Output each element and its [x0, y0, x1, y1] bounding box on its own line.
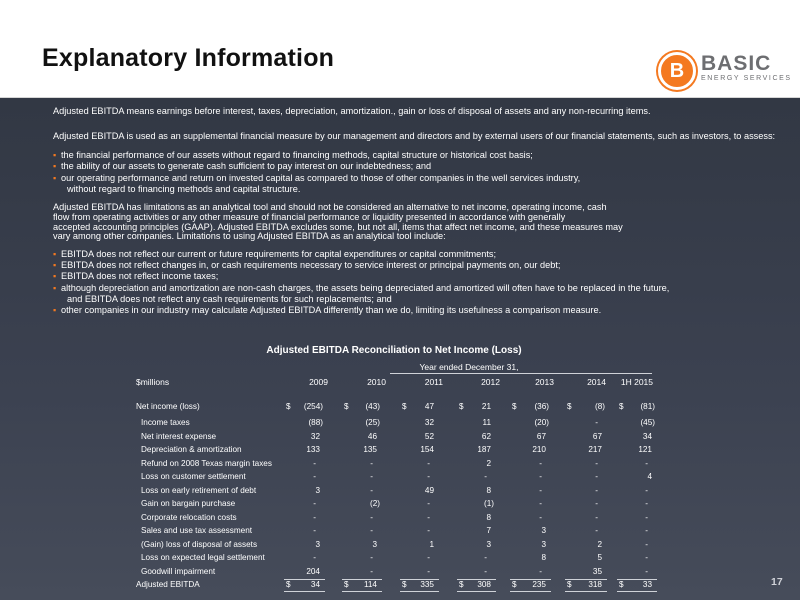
row-label: Corporate relocation costs [141, 512, 237, 522]
currency-symbol: $ [286, 402, 291, 411]
table-cell: 3 [541, 539, 546, 549]
table-cell: (1) [483, 499, 494, 508]
list-item-continuation: and EBITDA does not reflect any cash requirements for such replacements; and [67, 293, 392, 304]
currency-symbol: $ [567, 402, 572, 411]
table-cell: 3 [315, 485, 320, 495]
table-cell: (45) [640, 418, 655, 427]
table-cell: - [370, 553, 373, 562]
table-cell: 3 [541, 526, 546, 535]
column-header: 2010 [367, 377, 386, 387]
total-rule [284, 579, 325, 580]
table-cell: 34 [642, 431, 652, 441]
table-cell: - [427, 512, 430, 522]
table-row [134, 432, 654, 445]
row-label: Loss on expected legal settlement [141, 553, 265, 562]
currency-symbol: $ [402, 580, 407, 589]
table-cell: - [313, 458, 316, 468]
list-item: ▪ the ability of our assets to generate cash sufficient to pay interest on our indebtedness; and [53, 161, 432, 172]
table-cell: - [370, 512, 373, 522]
paragraph-usage: Adjusted EBITDA is used as an supplemental financial measure by our management and directors and by external users of our financial statements, such as investors, to assess: [53, 131, 776, 142]
column-header: 1H 2015 [620, 377, 653, 387]
table-cell: - [313, 526, 316, 535]
table-cell: - [645, 526, 648, 535]
table-cell: - [313, 512, 316, 522]
table-row [134, 402, 654, 415]
logo-mark-icon [658, 52, 696, 90]
table-cell: 67 [536, 431, 546, 441]
table-cell: 52 [424, 431, 434, 441]
table-cell: 308 [477, 580, 491, 589]
table-row [134, 445, 654, 458]
currency-symbol: $ [344, 402, 349, 411]
table-cell: 4 [647, 472, 652, 481]
explanatory-text [53, 106, 783, 316]
list-item: ▪ although depreciation and amortization are non-cash charges, the assets being depreciated and amortized will often have to be replaced in the future, [53, 282, 670, 293]
table-cell: 32 [310, 431, 320, 441]
row-label: Loss on early retirement of debt [141, 485, 257, 495]
table-cell: - [427, 526, 430, 535]
table-cell: 2 [597, 539, 602, 549]
total-rule [565, 591, 607, 592]
slide-header [0, 0, 800, 97]
table-cell: 67 [592, 431, 602, 441]
paragraph-definition: Adjusted EBITDA means earnings before interest, taxes, depreciation, amortization., gain or loss of disposal of assets and any non-recurring items. [53, 106, 651, 116]
paragraph-limitations-line2: flow from operating activities or any other measure of financial performance or liquidity presented in accordance with generally [53, 212, 566, 223]
page-number: 17 [771, 576, 783, 588]
table-cell: - [370, 485, 373, 495]
slide-title: Explanatory Information [42, 44, 335, 72]
table-cell: 49 [424, 485, 434, 495]
table-cell: - [370, 526, 373, 535]
limitations-bullet-list [53, 249, 783, 316]
bullet-icon: ▪ [53, 249, 57, 259]
table-cell: - [539, 485, 542, 495]
row-label: (Gain) loss of disposal of assets [141, 539, 258, 549]
table-cell: (36) [534, 402, 549, 411]
total-rule [457, 579, 496, 580]
column-header: 2011 [424, 377, 443, 387]
table-cell: 3 [315, 539, 320, 549]
table-cell: (81) [640, 402, 655, 411]
logo-subtitle: ENERGY SERVICES [701, 75, 792, 82]
table-cell: (25) [365, 418, 380, 427]
table-cell: 35 [592, 566, 602, 576]
table-cell: 1 [429, 539, 434, 549]
table-cell: (43) [365, 402, 380, 411]
table-cell: - [595, 472, 598, 481]
bullet-icon: ▪ [53, 260, 57, 271]
table-row [134, 499, 654, 512]
table-cell: - [539, 472, 542, 481]
table-cell: 154 [420, 445, 434, 454]
total-rule [342, 579, 382, 580]
currency-symbol: $ [402, 402, 407, 411]
table-cell: - [645, 539, 648, 549]
bullet-icon: ▪ [53, 161, 57, 172]
table-cell: 11 [482, 418, 491, 427]
table-cell: (8) [594, 402, 605, 411]
list-item: ▪ EBITDA does not reflect changes in, or cash requirements necessary to service interest or principal payments on, our debt; [53, 260, 561, 271]
table-cell: - [539, 458, 542, 468]
row-label: Gain on bargain purchase [141, 499, 236, 508]
total-rule [510, 591, 551, 592]
list-item: ▪ the financial performance of our assets without regard to financing methods, capital structure or historical cost basis; [53, 150, 533, 161]
usage-bullet-list [53, 150, 783, 195]
table-cell: (254) [303, 402, 323, 411]
logo-mark-letter: B [669, 60, 685, 82]
currency-symbol: $ [286, 580, 291, 589]
table-cell: - [645, 458, 648, 468]
table-row [134, 486, 654, 499]
total-rule [510, 579, 551, 580]
list-item-continuation: without regard to financing methods and capital structure. [67, 183, 301, 194]
table-row [134, 472, 654, 485]
table-cell: 210 [532, 445, 546, 454]
table-cell: 318 [588, 580, 602, 589]
table-row [134, 567, 654, 580]
row-label: Depreciation & amortization [141, 445, 242, 454]
row-label: Net income (loss) [136, 402, 200, 411]
table-cell: - [595, 485, 598, 495]
table-cell: - [370, 566, 373, 576]
basic-energy-logo [655, 48, 795, 88]
bullet-icon: ▪ [53, 172, 57, 183]
table-cell: 204 [306, 566, 320, 576]
table-cell: 235 [532, 580, 546, 589]
row-label: Income taxes [141, 418, 190, 427]
currency-symbol: $ [567, 580, 572, 589]
table-cell: (20) [534, 418, 549, 427]
table-cell: - [539, 566, 542, 576]
table-cell: 135 [363, 445, 377, 454]
table-cell: - [645, 553, 648, 562]
total-rule [400, 579, 439, 580]
table-cell: - [427, 472, 430, 481]
total-rule [400, 591, 439, 592]
total-rule [565, 579, 607, 580]
list-item: ▪ EBITDA does not reflect income taxes; [53, 271, 219, 282]
total-rule [342, 591, 382, 592]
table-row [134, 526, 654, 539]
table-cell: - [645, 485, 648, 495]
table-cell: 5 [597, 553, 602, 562]
row-label: Adjusted EBITDA [136, 580, 200, 589]
bullet-icon: ▪ [53, 271, 57, 282]
list-item: ▪ other companies in our industry may calculate Adjusted EBITDA differently than we do, limiting its usefulness a comparison measure. [53, 305, 602, 316]
table-cell: - [484, 553, 487, 562]
total-rule [617, 579, 657, 580]
table-cell: - [427, 458, 430, 468]
table-subtitle-underline [390, 373, 652, 374]
table-cell: 217 [588, 445, 602, 454]
row-label: Goodwill impairment [141, 566, 216, 576]
table-cell: - [539, 512, 542, 522]
table-subtitle: Year ended December 31, [419, 362, 519, 372]
column-header: 2012 [481, 377, 500, 387]
table-cell: 8 [541, 553, 546, 562]
table-cell: - [370, 472, 373, 481]
row-label: Net interest expense [141, 431, 217, 441]
table-cell: - [595, 458, 598, 468]
table-cell: - [370, 458, 373, 468]
row-label: Refund on 2008 Texas margin taxes [141, 458, 272, 468]
total-rule [284, 591, 325, 592]
ebitda-reconciliation-table [134, 340, 654, 590]
table-cell: 335 [420, 580, 434, 589]
column-header: 2013 [535, 377, 554, 387]
table-cell: - [484, 566, 487, 576]
table-cell: 8 [486, 512, 491, 522]
table-cell: - [645, 566, 648, 576]
row-label: Sales and use tax assessment [141, 526, 253, 535]
table-cell: - [595, 526, 598, 535]
currency-symbol: $ [619, 580, 624, 589]
table-cell: 3 [486, 539, 491, 549]
table-cell: - [313, 553, 316, 562]
currency-symbol: $ [459, 402, 464, 411]
table-cell: - [539, 499, 542, 508]
table-cell: - [595, 512, 598, 522]
table-cell: 32 [424, 418, 434, 427]
total-rule [457, 591, 496, 592]
bullet-icon: ▪ [53, 282, 57, 293]
currency-symbol: $ [619, 402, 624, 411]
table-row [134, 459, 654, 472]
paragraph-limitations-line3: accepted accounting principles (GAAP). Adjusted EBITDA excludes some, but not all, items that affect net income, and these measures may [53, 221, 623, 232]
table-cell: - [484, 472, 487, 481]
table-row [134, 513, 654, 526]
table-cell: - [595, 499, 598, 508]
currency-symbol: $ [344, 580, 349, 589]
table-cell: 21 [481, 402, 491, 411]
bullet-icon: ▪ [53, 305, 57, 316]
table-cell: 33 [642, 580, 652, 589]
table-title: Adjusted EBITDA Reconciliation to Net Income (Loss) [266, 345, 522, 356]
table-cell: 121 [638, 445, 652, 454]
table-cell: 62 [481, 431, 491, 441]
currency-symbol: $ [459, 580, 464, 589]
logo-name: BASIC [701, 52, 772, 75]
row-label: Loss on customer settlement [141, 472, 246, 481]
table-cell: - [427, 499, 430, 508]
table-cell: - [645, 499, 648, 508]
table-cell: 3 [372, 539, 377, 549]
table-cell: - [313, 499, 316, 508]
table-cell: - [595, 418, 598, 427]
table-cell: (2) [369, 499, 380, 508]
table-cell: - [427, 553, 430, 562]
list-item: ▪ EBITDA does not reflect our current or future requirements for capital expenditures or capital commitments; [53, 249, 497, 259]
column-header: 2009 [309, 377, 328, 387]
table-cell: 187 [477, 445, 491, 454]
table-row [134, 540, 654, 553]
table-cell: 133 [306, 445, 320, 454]
paragraph-limitations-line4: vary among other companies. Limitations to using Adjusted EBITDA as an analytical tool include: [53, 231, 446, 242]
bullet-icon: ▪ [53, 150, 57, 161]
table-cell: 47 [424, 402, 434, 411]
total-rule [617, 591, 657, 592]
list-item: ▪ our operating performance and return on invested capital as compared to those of other companies in the well services industry, [53, 172, 581, 183]
table-cell: 2 [486, 458, 491, 468]
table-cell: - [427, 566, 430, 576]
table-cell: 46 [367, 431, 377, 441]
table-cell: - [313, 472, 316, 481]
paragraph-limitations-line1: Adjusted EBITDA has limitations as an analytical tool and should not be considered an alternative to net income, operating income, cash [53, 202, 607, 213]
table-row [134, 418, 654, 431]
table-cell: 8 [486, 485, 491, 495]
table-row [134, 553, 654, 566]
currency-symbol: $ [512, 580, 517, 589]
table-cell: 114 [363, 580, 377, 589]
table-cell: 34 [310, 580, 320, 589]
table-cell: - [645, 512, 648, 522]
currency-symbol: $ [512, 402, 517, 411]
table-cell: 7 [486, 526, 491, 535]
unit-label: $millions [136, 377, 170, 387]
column-header: 2014 [587, 377, 606, 387]
table-cell: (88) [308, 418, 323, 427]
